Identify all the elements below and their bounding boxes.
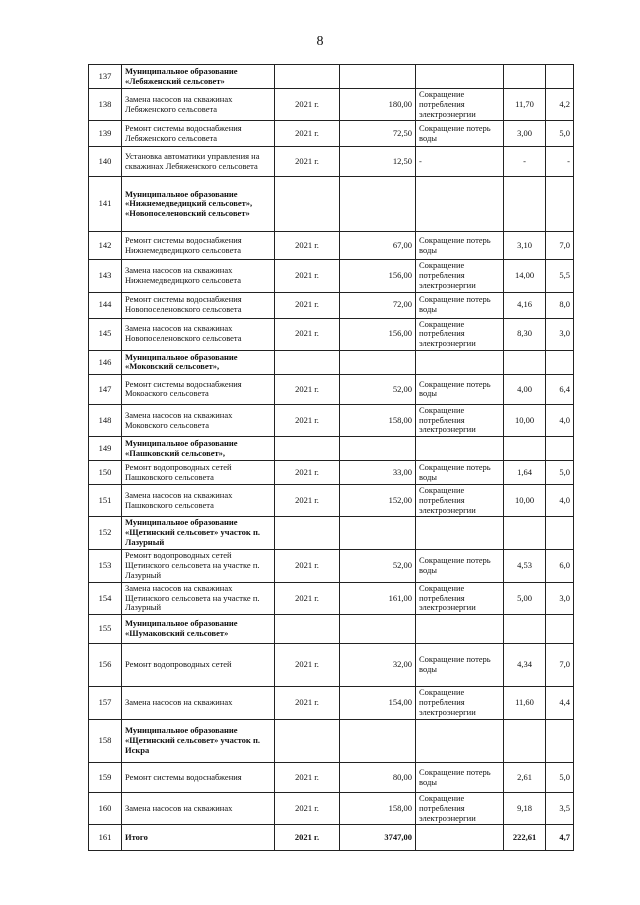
measure-effect: Сокращение потребления электроэнергии <box>416 793 504 825</box>
measure-value-1: 4,34 <box>504 644 546 687</box>
measure-year: 2021 г. <box>275 644 340 687</box>
section-header-row <box>89 350 574 374</box>
table-row <box>89 485 574 517</box>
row-number: 156 <box>89 644 122 687</box>
measure-cost: 80,00 <box>340 763 416 793</box>
measure-cost: 161,00 <box>340 582 416 614</box>
measure-cost <box>340 350 416 374</box>
measure-name: Муниципальное образование «Щетинский сельсовет» участок п. Искра <box>122 720 275 763</box>
measure-effect: Сокращение потребления электроэнергии <box>416 89 504 121</box>
measure-value-2 <box>546 177 574 232</box>
measure-value-1 <box>504 517 546 549</box>
measure-name: Замена насосов на скважинах <box>122 793 275 825</box>
measure-name: Муниципальное образование «Щетинский сельсовет» участок п. Лазурный <box>122 517 275 549</box>
measure-value-2 <box>546 615 574 644</box>
measure-value-2: 5,0 <box>546 763 574 793</box>
measure-value-2: 8,0 <box>546 292 574 318</box>
measure-value-1 <box>504 177 546 232</box>
measure-value-1: 8,30 <box>504 318 546 350</box>
row-number: 154 <box>89 582 122 614</box>
measure-cost <box>340 177 416 232</box>
measure-name: Итого <box>122 825 275 851</box>
measure-cost <box>340 517 416 549</box>
measure-effect: Сокращение потребления электроэнергии <box>416 404 504 436</box>
measure-year: 2021 г. <box>275 825 340 851</box>
measure-effect: Сокращение потребления электроэнергии <box>416 260 504 292</box>
table-row <box>89 687 574 720</box>
measure-name: Ремонт водопроводных сетей Пашковского сельсовета <box>122 461 275 485</box>
measure-value-1: 14,00 <box>504 260 546 292</box>
measure-value-2: 4,4 <box>546 687 574 720</box>
measure-name: Ремонт водопроводных сетей Щетинского сельсовета на участке п. Лазурный <box>122 549 275 582</box>
row-number: 159 <box>89 763 122 793</box>
row-number: 149 <box>89 437 122 461</box>
table-row <box>89 318 574 350</box>
measure-value-2: 4,2 <box>546 89 574 121</box>
measure-year: 2021 г. <box>275 763 340 793</box>
measure-effect <box>416 517 504 549</box>
measure-effect: Сокращение потерь воды <box>416 549 504 582</box>
table-row <box>89 582 574 614</box>
measure-value-2: 6,0 <box>546 549 574 582</box>
measure-value-1: 5,00 <box>504 582 546 614</box>
measure-value-1 <box>504 65 546 89</box>
measure-value-2: - <box>546 147 574 177</box>
measure-year <box>275 615 340 644</box>
measure-effect <box>416 437 504 461</box>
measure-value-2: 4,0 <box>546 485 574 517</box>
measure-value-2: 7,0 <box>546 232 574 260</box>
measure-cost: 52,00 <box>340 374 416 404</box>
measure-cost: 32,00 <box>340 644 416 687</box>
measure-year <box>275 350 340 374</box>
measure-cost: 3747,00 <box>340 825 416 851</box>
measure-cost: 156,00 <box>340 318 416 350</box>
measure-effect: Сокращение потерь воды <box>416 461 504 485</box>
measure-cost: 33,00 <box>340 461 416 485</box>
measure-cost: 158,00 <box>340 404 416 436</box>
table-row <box>89 374 574 404</box>
total-row <box>89 825 574 851</box>
measure-name: Ремонт системы водоснабжения Мокоаского сельсовета <box>122 374 275 404</box>
measure-year: 2021 г. <box>275 374 340 404</box>
measure-name: Ремонт системы водоснабжения Лебяженского сельсовета <box>122 121 275 147</box>
measure-value-2: 5,5 <box>546 260 574 292</box>
row-number: 157 <box>89 687 122 720</box>
measure-value-1 <box>504 437 546 461</box>
measure-value-1: 11,70 <box>504 89 546 121</box>
measure-cost <box>340 65 416 89</box>
table-row <box>89 644 574 687</box>
row-number: 139 <box>89 121 122 147</box>
measure-value-2 <box>546 65 574 89</box>
measure-value-2: 3,0 <box>546 318 574 350</box>
measure-value-2 <box>546 720 574 763</box>
table-row <box>89 549 574 582</box>
table-row <box>89 763 574 793</box>
measure-name: Замена насосов на скважинах Нижнемедведицкого сельсовета <box>122 260 275 292</box>
measure-year: 2021 г. <box>275 461 340 485</box>
measure-cost <box>340 437 416 461</box>
table-body <box>89 65 574 851</box>
row-number: 158 <box>89 720 122 763</box>
measure-name: Установка автоматики управления на скважинах Лебяженского сельсовета <box>122 147 275 177</box>
row-number: 152 <box>89 517 122 549</box>
section-header-row <box>89 177 574 232</box>
measure-effect: Сокращение потерь воды <box>416 374 504 404</box>
measure-year: 2021 г. <box>275 582 340 614</box>
measure-effect <box>416 615 504 644</box>
measure-cost: 12,50 <box>340 147 416 177</box>
measure-value-1: 9,18 <box>504 793 546 825</box>
measure-value-2 <box>546 517 574 549</box>
measure-year <box>275 65 340 89</box>
measure-year <box>275 437 340 461</box>
table-row <box>89 793 574 825</box>
row-number: 146 <box>89 350 122 374</box>
measure-effect: Сокращение потерь воды <box>416 292 504 318</box>
row-number: 148 <box>89 404 122 436</box>
measure-value-1: 3,10 <box>504 232 546 260</box>
measure-value-2: 6,4 <box>546 374 574 404</box>
measure-value-1: 3,00 <box>504 121 546 147</box>
measure-name: Ремонт системы водоснабжения Нижнемедведицкого сельсовета <box>122 232 275 260</box>
measure-effect: Сокращение потребления электроэнергии <box>416 485 504 517</box>
table-row <box>89 121 574 147</box>
measure-year: 2021 г. <box>275 147 340 177</box>
measure-year: 2021 г. <box>275 687 340 720</box>
measure-name: Муниципальное образование «Пашковский сельсовет», <box>122 437 275 461</box>
measure-year: 2021 г. <box>275 260 340 292</box>
measure-value-2 <box>546 350 574 374</box>
measure-effect <box>416 177 504 232</box>
measure-year <box>275 517 340 549</box>
measure-name: Замена насосов на скважинах Щетинского сельсовета на участке п. Лазурный <box>122 582 275 614</box>
measure-cost: 156,00 <box>340 260 416 292</box>
table-row <box>89 232 574 260</box>
row-number: 161 <box>89 825 122 851</box>
measure-effect: Сокращение потерь воды <box>416 121 504 147</box>
measure-effect <box>416 720 504 763</box>
measure-value-2: 5,0 <box>546 121 574 147</box>
row-number: 143 <box>89 260 122 292</box>
measure-name: Замена насосов на скважинах Пашковского сельсовета <box>122 485 275 517</box>
measure-value-1: 4,53 <box>504 549 546 582</box>
measure-name: Муниципальное образование «Моковский сельсовет», <box>122 350 275 374</box>
measure-value-1: 2,61 <box>504 763 546 793</box>
measure-cost: 67,00 <box>340 232 416 260</box>
measures-table <box>88 64 574 851</box>
measure-effect: Сокращение потерь воды <box>416 232 504 260</box>
measure-year: 2021 г. <box>275 793 340 825</box>
measure-year <box>275 720 340 763</box>
measure-year: 2021 г. <box>275 232 340 260</box>
measure-effect: Сокращение потребления электроэнергии <box>416 318 504 350</box>
row-number: 144 <box>89 292 122 318</box>
measure-cost: 158,00 <box>340 793 416 825</box>
measure-value-1: 10,00 <box>504 485 546 517</box>
measure-name: Замена насосов на скважинах Новопоселеновского сельсовета <box>122 318 275 350</box>
measure-value-2: 5,0 <box>546 461 574 485</box>
measure-effect: Сокращение потребления электроэнергии <box>416 582 504 614</box>
measure-cost: 72,00 <box>340 292 416 318</box>
measure-cost: 180,00 <box>340 89 416 121</box>
row-number: 138 <box>89 89 122 121</box>
row-number: 137 <box>89 65 122 89</box>
table-row <box>89 404 574 436</box>
measure-value-2: 4,7 <box>546 825 574 851</box>
table-row <box>89 89 574 121</box>
row-number: 141 <box>89 177 122 232</box>
measure-cost: 52,00 <box>340 549 416 582</box>
measure-cost <box>340 720 416 763</box>
measure-name: Ремонт системы водоснабжения <box>122 763 275 793</box>
measure-year: 2021 г. <box>275 292 340 318</box>
measure-year: 2021 г. <box>275 318 340 350</box>
measure-value-1: - <box>504 147 546 177</box>
measure-name: Замена насосов на скважинах <box>122 687 275 720</box>
section-header-row <box>89 615 574 644</box>
row-number: 155 <box>89 615 122 644</box>
row-number: 150 <box>89 461 122 485</box>
measure-year <box>275 177 340 232</box>
measure-value-1: 11,60 <box>504 687 546 720</box>
measure-year: 2021 г. <box>275 485 340 517</box>
measure-effect <box>416 350 504 374</box>
measure-effect: Сокращение потерь воды <box>416 763 504 793</box>
measure-cost: 152,00 <box>340 485 416 517</box>
measure-value-1 <box>504 615 546 644</box>
section-header-row <box>89 65 574 89</box>
measure-name: Ремонт водопроводных сетей <box>122 644 275 687</box>
measure-effect <box>416 65 504 89</box>
measure-name: Муниципальное образование «Нижнемедведицкий сельсовет», «Новопоселеновский сельсовет» <box>122 177 275 232</box>
measure-effect: Сокращение потребления электроэнергии <box>416 687 504 720</box>
row-number: 142 <box>89 232 122 260</box>
measure-effect: - <box>416 147 504 177</box>
measure-value-2 <box>546 437 574 461</box>
measure-effect: Сокращение потерь воды <box>416 644 504 687</box>
measure-value-2: 3,5 <box>546 793 574 825</box>
row-number: 147 <box>89 374 122 404</box>
table-row <box>89 147 574 177</box>
measure-value-1: 4,00 <box>504 374 546 404</box>
row-number: 145 <box>89 318 122 350</box>
measure-value-1: 1,64 <box>504 461 546 485</box>
measure-name: Замена насосов на скважинах Лебяженского сельсовета <box>122 89 275 121</box>
measure-effect <box>416 825 504 851</box>
measure-value-1: 10,00 <box>504 404 546 436</box>
measure-name: Муниципальное образование «Лебяженский сельсовет» <box>122 65 275 89</box>
page-number: 8 <box>316 34 324 49</box>
row-number: 160 <box>89 793 122 825</box>
measure-value-2: 3,0 <box>546 582 574 614</box>
measure-value-1: 222,61 <box>504 825 546 851</box>
measure-value-2: 7,0 <box>546 644 574 687</box>
section-header-row <box>89 437 574 461</box>
measure-value-2: 4,0 <box>546 404 574 436</box>
measure-value-1 <box>504 720 546 763</box>
section-header-row <box>89 517 574 549</box>
table-row <box>89 260 574 292</box>
measure-year: 2021 г. <box>275 549 340 582</box>
row-number: 140 <box>89 147 122 177</box>
table-row <box>89 292 574 318</box>
measure-name: Ремонт системы водоснабжения Новопоселеновского сельсовета <box>122 292 275 318</box>
measure-name: Замена насосов на скважинах Моковского сельсовета <box>122 404 275 436</box>
measure-value-1 <box>504 350 546 374</box>
section-header-row <box>89 720 574 763</box>
measure-year: 2021 г. <box>275 404 340 436</box>
row-number: 151 <box>89 485 122 517</box>
measure-cost: 72,50 <box>340 121 416 147</box>
measure-cost: 154,00 <box>340 687 416 720</box>
measure-year: 2021 г. <box>275 121 340 147</box>
table-row <box>89 461 574 485</box>
measure-cost <box>340 615 416 644</box>
measure-year: 2021 г. <box>275 89 340 121</box>
measure-value-1: 4,16 <box>504 292 546 318</box>
row-number: 153 <box>89 549 122 582</box>
measure-name: Муниципальное образование «Шумаковский сельсовет» <box>122 615 275 644</box>
